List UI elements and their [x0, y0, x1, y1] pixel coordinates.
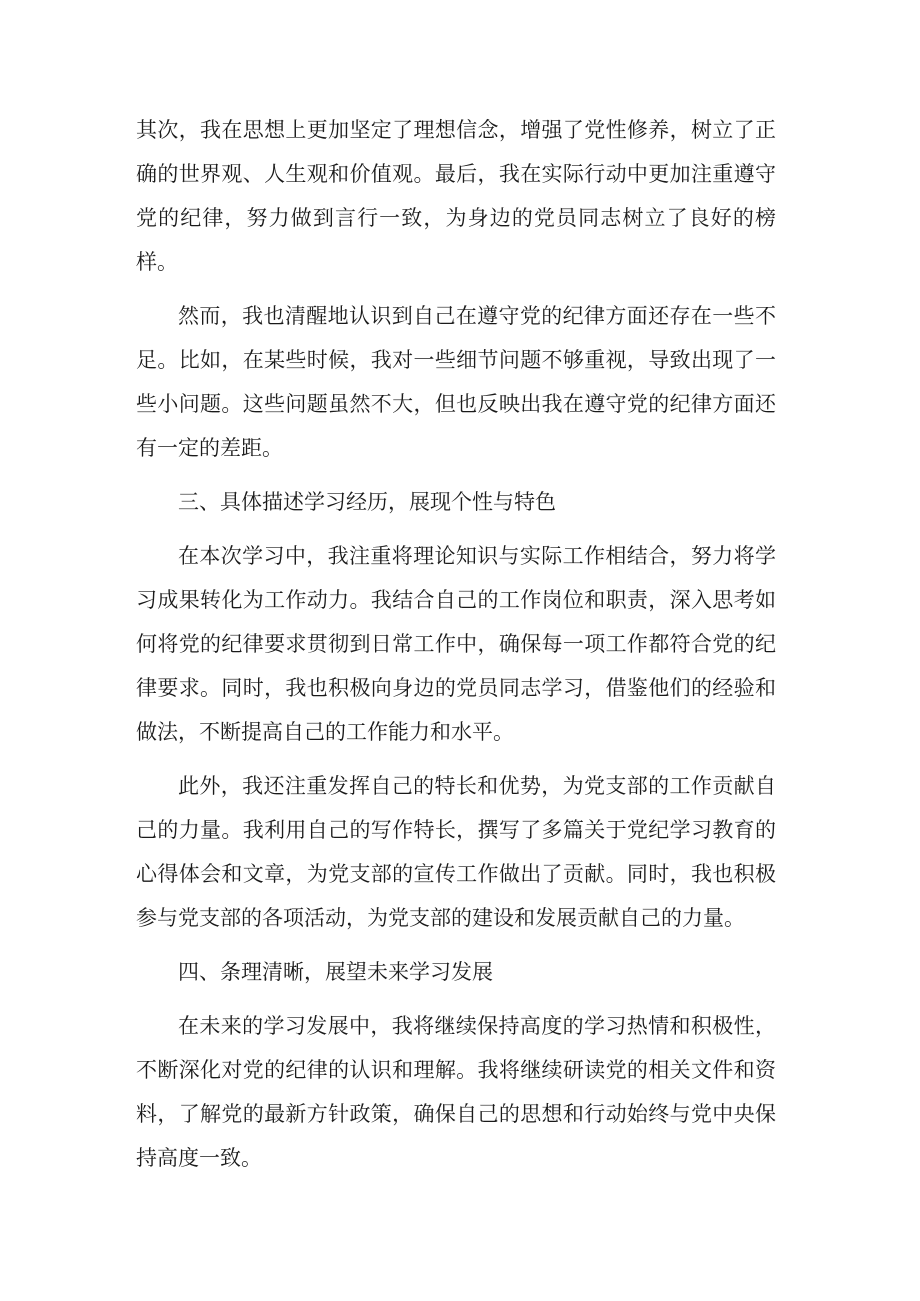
section-heading-3: 三、具体描述学习经历，展现个性与特色 [178, 490, 556, 514]
paragraph-5: 此外，我还注重发挥自己的特长和优势，为党支部的工作贡献自己的力量。我利用自己的写作特长，撰写了多篇关于党纪学习教育的心得体会和文章，为党支部的宣传工作做出了贡献。同时，我也积极参与党支部的各项活动，为党支部的建设和发展贡献自己的力量。 [136, 774, 776, 930]
paragraph-2: 然而，我也清醒地认识到自己在遵守党的纪律方面还存在一些不足。比如，在某些时候，我对一些细节问题不够重视，导致出现了一些小问题。这些问题虽然不大，但也反映出我在遵守党的纪律方面还有一定的差距。 [136, 304, 776, 460]
paragraph-1: 其次，我在思想上更加坚定了理想信念，增强了党性修养，树立了正确的世界观、人生观和价值观。最后，我在实际行动中更加注重遵守党的纪律，努力做到言行一致，为身边的党员同志树立了良好的榜样。 [136, 118, 776, 274]
section-heading-4: 四、条理清晰，展望未来学习发展 [178, 960, 493, 984]
paragraph-7: 在未来的学习发展中，我将继续保持高度的学习热情和积极性，不断深化对党的纪律的认识和理解。我将继续研读党的相关文件和资料，了解党的最新方针政策，确保自己的思想和行动始终与党中央保持高度一致。 [136, 1014, 776, 1170]
paragraph-4: 在本次学习中，我注重将理论知识与实际工作相结合，努力将学习成果转化为工作动力。我结合自己的工作岗位和职责，深入思考如何将党的纪律要求贯彻到日常工作中，确保每一项工作都符合党的纪律要求。同时，我也积极向身边的党员同志学习，借鉴他们的经验和做法，不断提高自己的工作能力和水平。 [136, 544, 776, 744]
document-page [136, 108, 776, 1190]
